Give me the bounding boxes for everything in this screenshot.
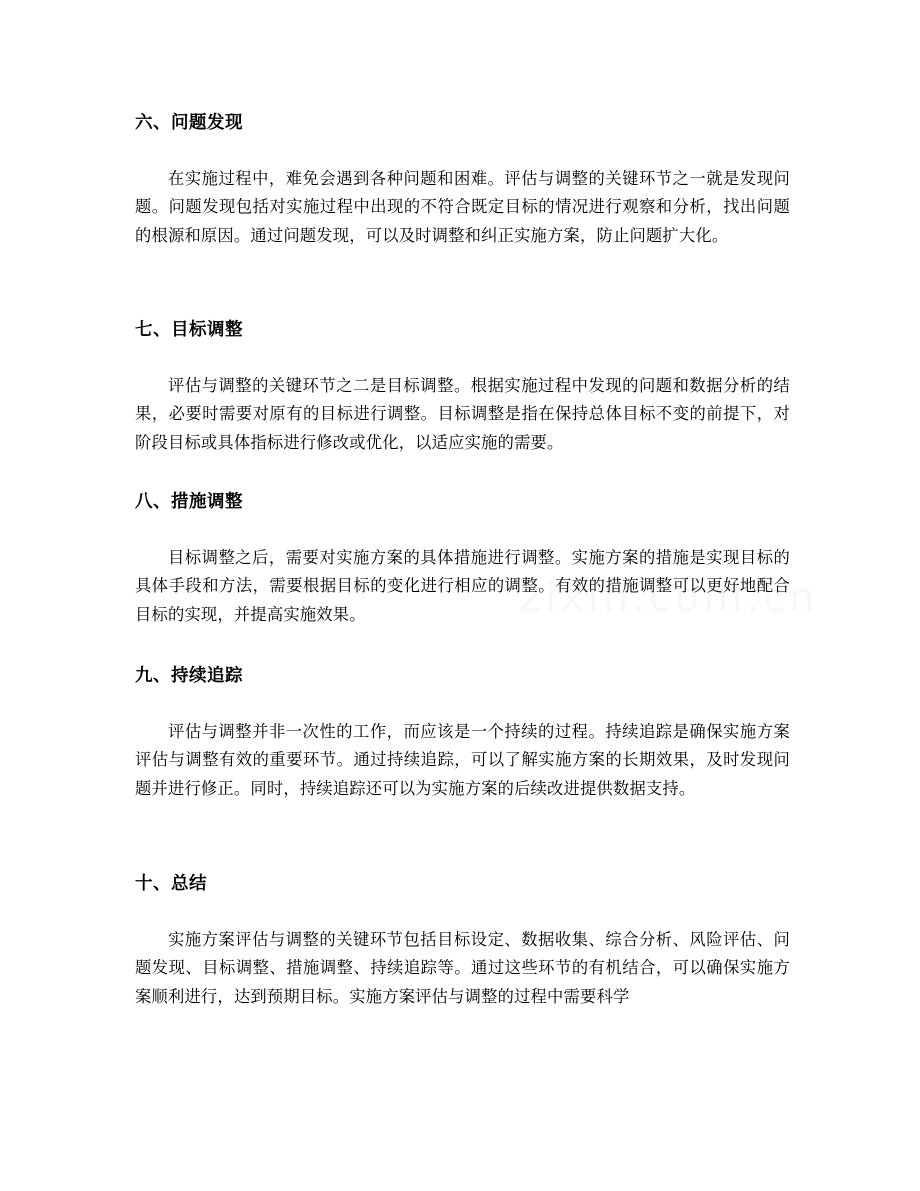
section-heading: 七、目标调整 xyxy=(135,320,243,340)
section-heading: 八、措施调整 xyxy=(135,492,243,512)
section-continuous-tracking xyxy=(135,664,790,803)
section-summary xyxy=(135,872,790,1011)
section-paragraph: 评估与调整并非一次性的工作，而应该是一个持续的过程。持续追踪是确保实施方案评估与调整有效的重要环节。通过持续追踪，可以了解实施方案的长期效果，及时发现问题并进行修正。同时，持续追踪还可以为实施方案的后续改进提供数据支持。 xyxy=(135,722,790,798)
section-paragraph: 评估与调整的关键环节之二是目标调整。根据实施过程中发现的问题和数据分析的结果，必要时需要对原有的目标进行调整。目标调整是指在保持总体目标不变的前提下，对阶段目标或具体指标进行修改或优化，以适应实施的需要。 xyxy=(135,376,790,452)
section-paragraph: 在实施过程中，难免会遇到各种问题和困难。评估与调整的关键环节之一就是发现问题。问题发现包括对实施过程中出现的不符合既定目标的情况进行观察和分析，找出问题的根源和原因。通过问题发现，可以及时调整和纠正实施方案，防止问题扩大化。 xyxy=(135,169,790,245)
section-paragraph: 实施方案评估与调整的关键环节包括目标设定、数据收集、综合分析、风险评估、问题发现、目标调整、措施调整、持续追踪等。通过这些环节的有机结合，可以确保实施方案顺利进行，达到预期目标。实施方案评估与调整的过程中需要科学 xyxy=(135,930,790,1006)
section-heading: 九、持续追踪 xyxy=(135,666,243,686)
section-paragraph: 目标调整之后，需要对实施方案的具体措施进行调整。实施方案的措施是实现目标的具体手段和方法，需要根据目标的变化进行相应的调整。有效的措施调整可以更好地配合目标的实现，并提高实施效果。 xyxy=(135,548,790,624)
section-measure-adjustment xyxy=(135,490,790,629)
section-problem-discovery xyxy=(135,111,790,250)
section-heading: 十、总结 xyxy=(135,874,207,894)
section-goal-adjustment xyxy=(135,318,790,457)
section-heading: 六、问题发现 xyxy=(135,113,243,133)
